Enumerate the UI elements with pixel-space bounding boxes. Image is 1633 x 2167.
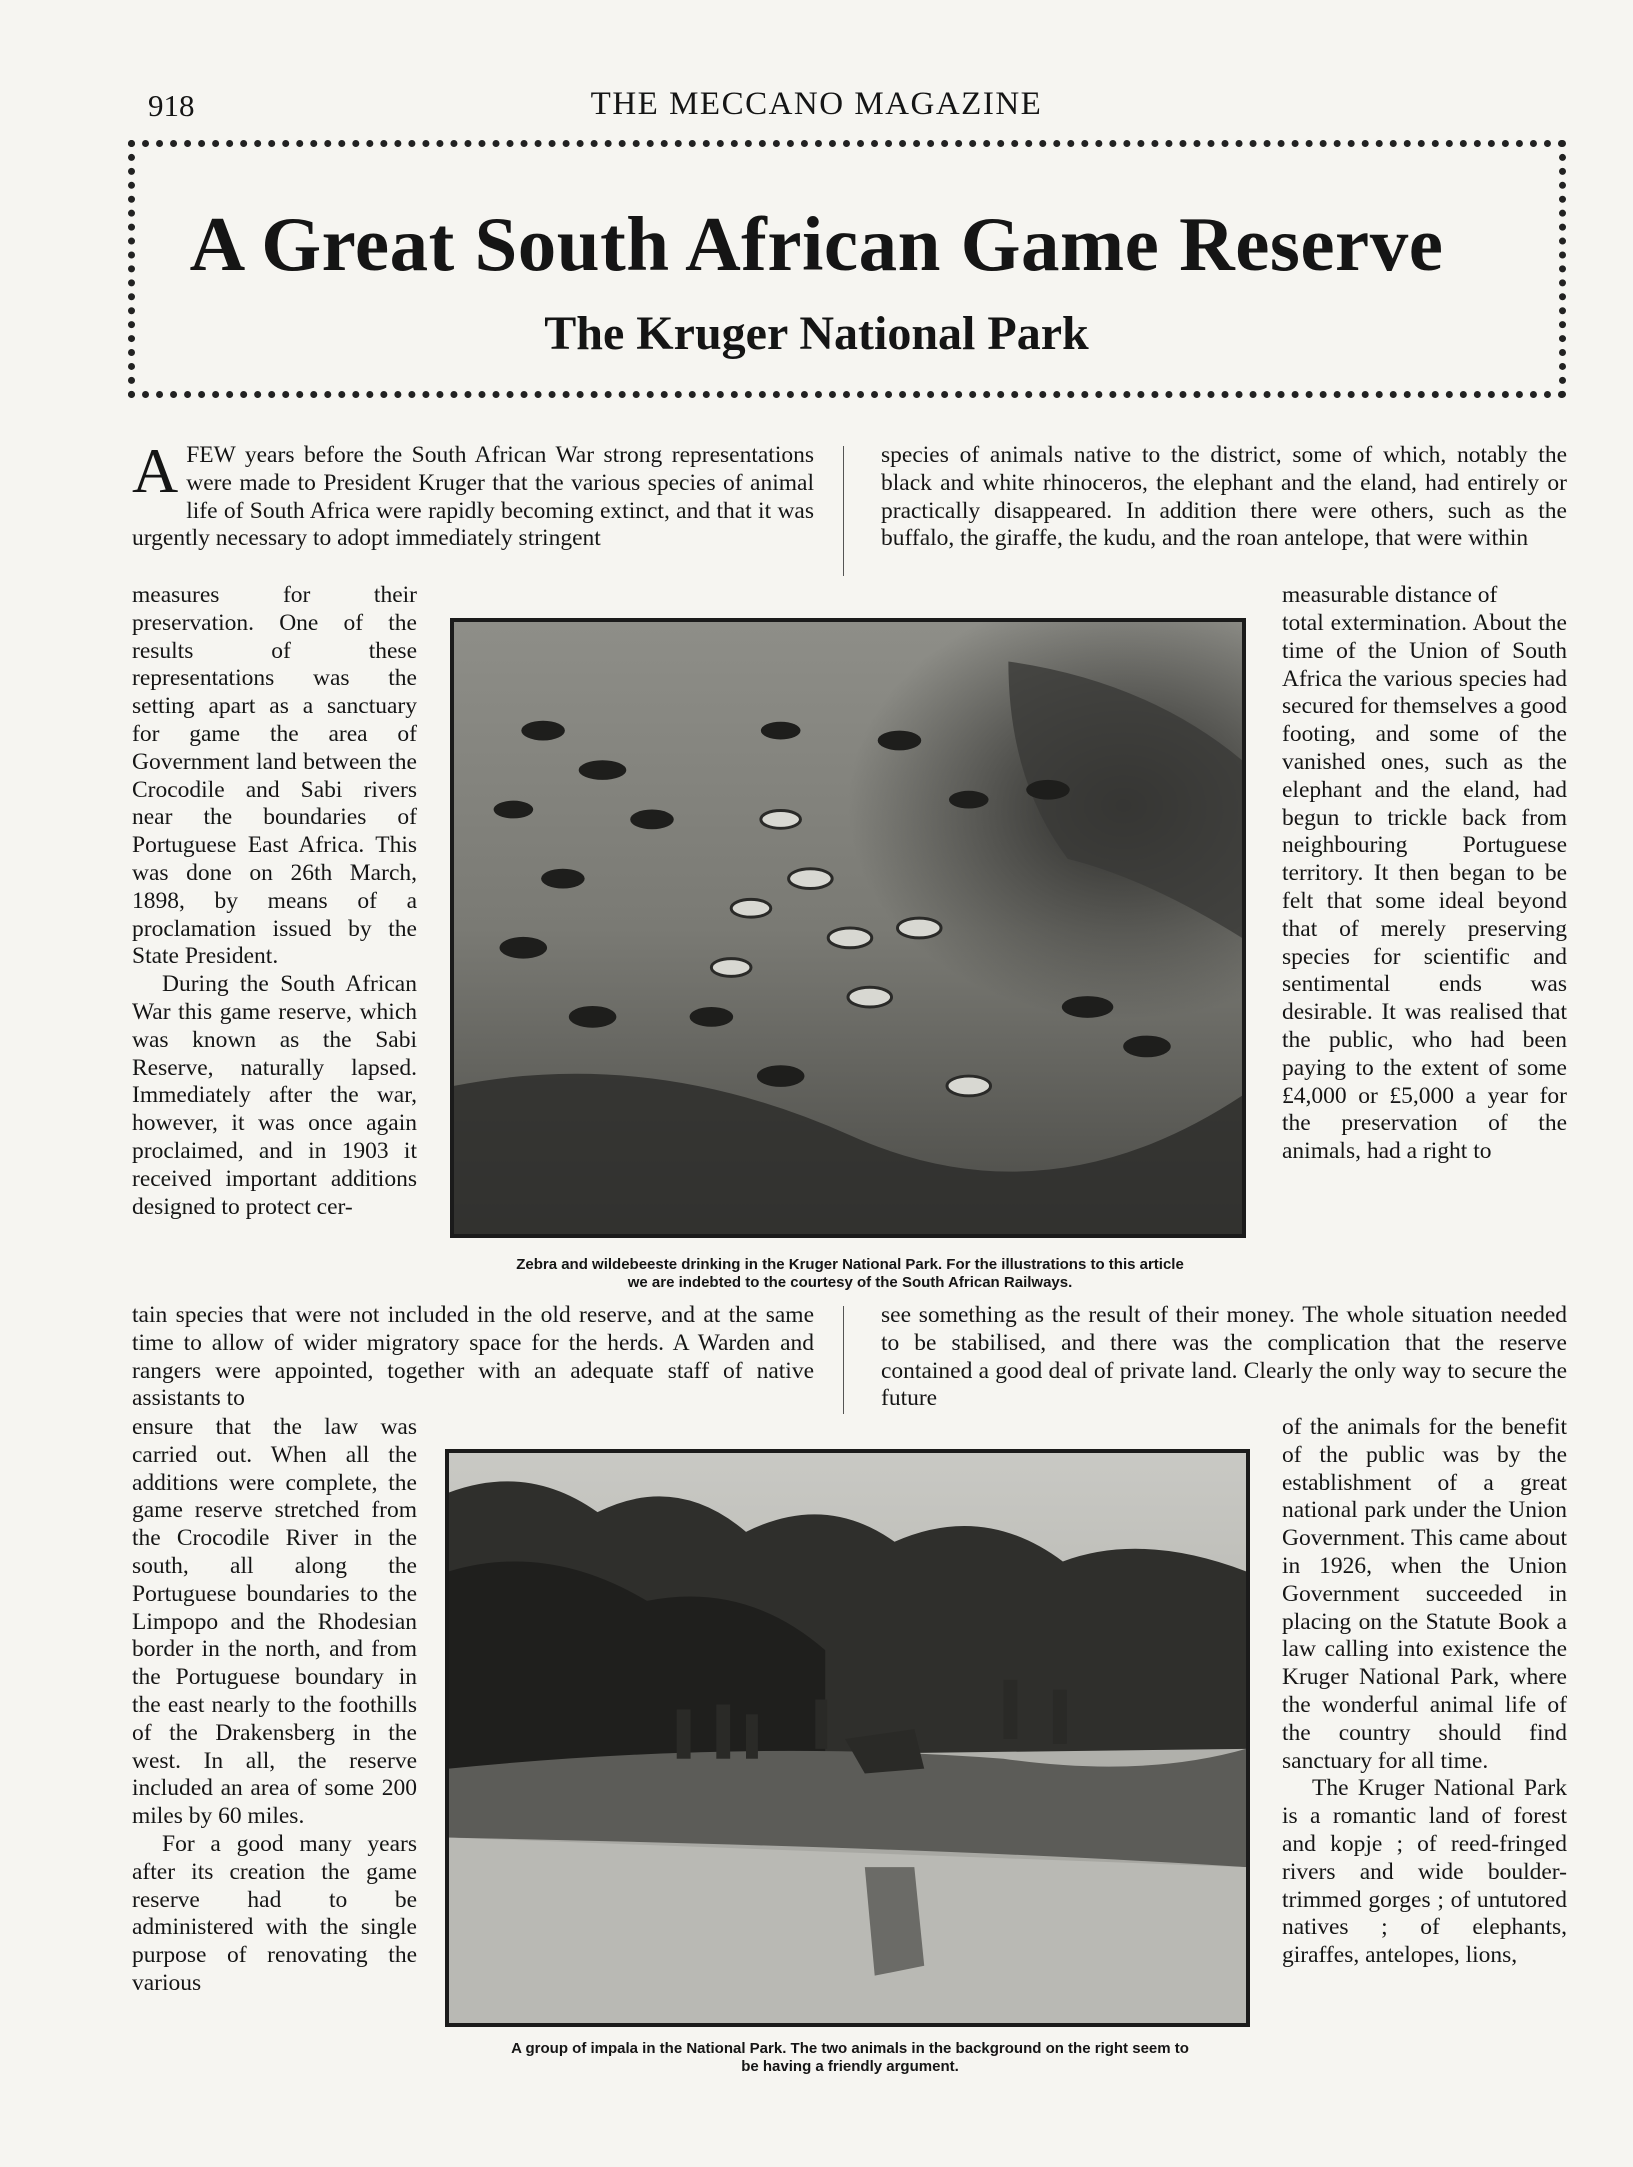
right-column-mid: total extermination. About the time of the Union of South Africa the various species had secured for themselves a good footing, and some of the vanished ones, such as the elephant and the eland, had begun to trickle back from neighbouring Portuguese territory. It then began to be felt that some ideal beyond that of merely preserving species for scientific and sentimental ends was desirable. It was realised that the public, who had been paying to the extent of some £4,000 or £5,000 a year for the preservation of the animals, had a right to	[1282, 610, 1567, 1165]
middle-left-column: tain species that were not included in the old reserve, and at the same time to allow of wider migratory space for the herds. A Warden and rangers were appointed, together with an adequate staff of native assistants to	[132, 1302, 814, 1412]
intro-left-text: FEW years before the South African War strong representations were made to President Kruger that the various species of animal life of South Africa were rapidly becoming extinct, and that it was urgently necessary to adopt immediately stringent	[132, 442, 814, 552]
figure-2-caption	[440, 2040, 1260, 2076]
figure-1-caption	[440, 1256, 1260, 1292]
left-mid-paragraph-1: measures for their preservation. One of the results of these representations was the setting apart as a sanctuary for game the area of Government land between the Crocodile and Sabi rivers near the boundaries of Portuguese East Africa. This was done on 26th March, 1898, by means of a proclamation issued by the State President.	[132, 582, 417, 970]
intro-left-column	[132, 435, 814, 553]
figure-2-caption-line-2: be having a friendly argument.	[741, 2058, 959, 2075]
column-rule-2	[843, 1306, 844, 1414]
figure-1-caption-line-2: we are indebted to the courtesy of the South African Railways.	[627, 1274, 1073, 1291]
left-bottom-paragraph-1: ensure that the law was carried out. When all the additions were complete, the game reserve stretched from the Crocodile River in the south, all along the Portuguese boundaries to the Limpopo and the Rhodesian border in the north, and from the Portuguese boundary in the east nearly to the foothills of the Drakensberg in the west. In all, the reserve included an area of some 200 miles by 60 miles.	[132, 1414, 417, 1830]
article-title: A Great South African Game Reserve	[189, 201, 1444, 287]
right-column-top-line: measurable distance of	[1282, 582, 1498, 608]
right-column-bottom	[1282, 1414, 1567, 1970]
right-bottom-paragraph-1: of the animals for the benefit of the public was by the establishment of a great national park under the Union Government. This came about in 1926, when the Union Government succeeded in placing on the Statute Book a law calling into existence the Kruger National Park, where the wonderful animal life of the country should find sanctuary for all time.	[1282, 1414, 1567, 1774]
right-bottom-paragraph-2: The Kruger National Park is a romantic land of forest and kopje ; of reed-fringed rivers and wide boulder-trimmed gorges ; of untutored natives ; of elephants, giraffes, antelopes, lions,	[1282, 1775, 1567, 1969]
article-subtitle: The Kruger National Park	[544, 307, 1089, 360]
left-bottom-paragraph-2: For a good many years after its creation the game reserve had to be administered with the single purpose of renovating the various	[132, 1830, 417, 1996]
drop-cap: A	[132, 435, 179, 506]
photo-zebra-image	[454, 622, 1242, 1234]
column-rule	[843, 446, 844, 576]
page-number: 918	[148, 88, 195, 123]
photo-impala-image	[449, 1453, 1246, 2023]
photo-impala	[445, 1449, 1250, 2027]
middle-right-column: see something as the result of their money. The whole situation needed to be stabilised, and there was the complication that the reserve contained a good deal of private land. Clearly the only way to secure the future	[881, 1302, 1567, 1412]
figure-2-caption-line-1: A group of impala in the National Park. The two animals in the background on the right seem to	[511, 2040, 1189, 2057]
running-title: THE MECCANO MAGAZINE	[590, 86, 1043, 122]
figure-1-caption-line-1: Zebra and wildebeeste drinking in the Kruger National Park. For the illustrations to this article	[516, 1256, 1184, 1273]
intro-right-column: species of animals native to the district, some of which, notably the black and white rhinoceros, the elephant and the eland, had entirely or practically disappeared. In addition there were others, such as the buffalo, the giraffe, the kudu, and the roan antelope, that were within	[881, 442, 1567, 552]
photo-zebra-wildebeeste	[450, 618, 1246, 1238]
left-mid-paragraph-2: During the South African War this game reserve, which was known as the Sabi Reserve, naturally lapsed. Immediately after the war, however, it was once again proclaimed, and in 1903 it received important additions designed to protect cer-	[132, 971, 417, 1220]
left-column-bottom	[132, 1414, 417, 1998]
left-column-mid	[132, 582, 417, 1221]
